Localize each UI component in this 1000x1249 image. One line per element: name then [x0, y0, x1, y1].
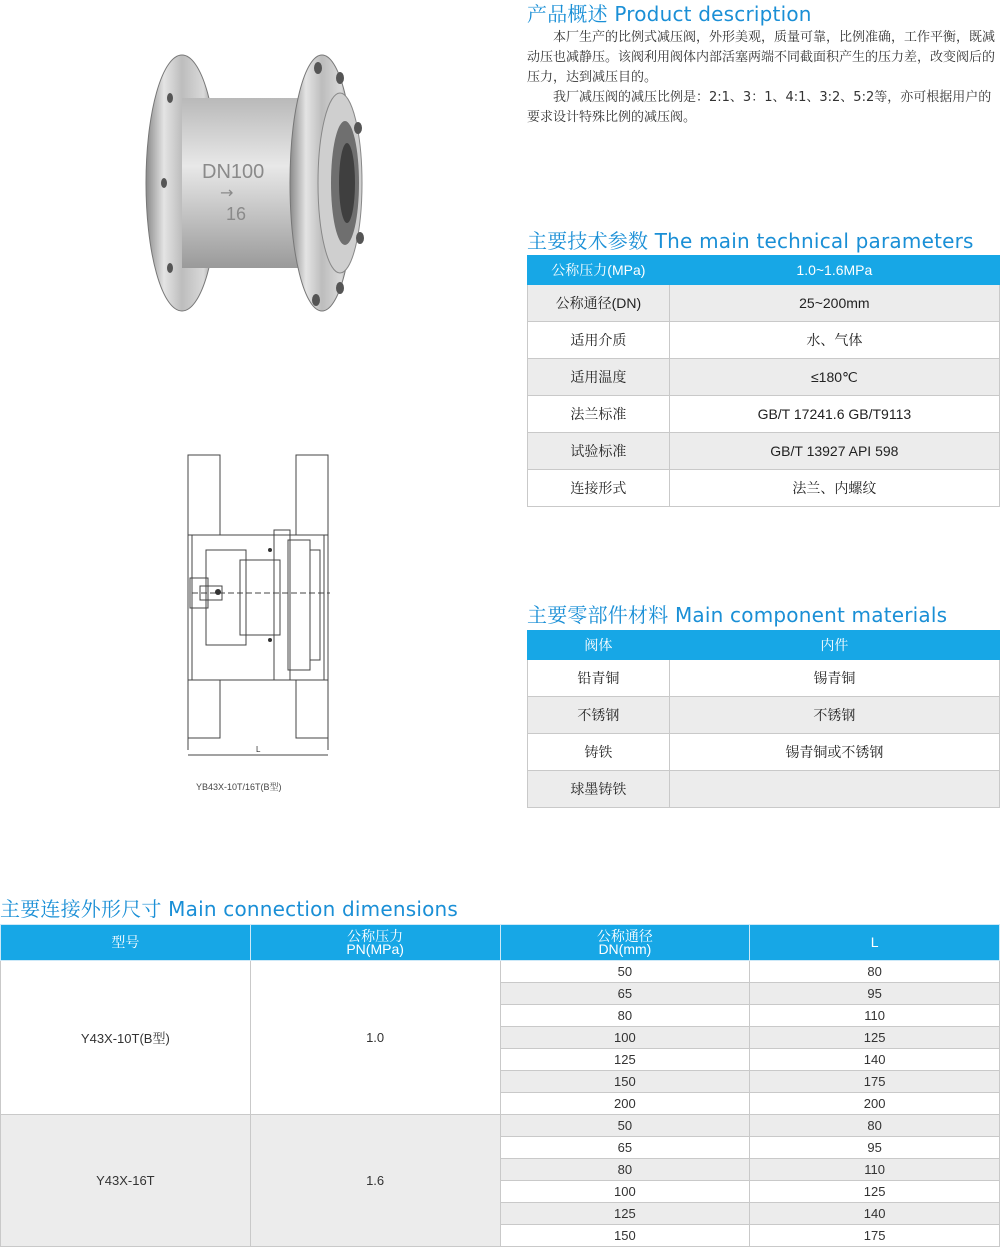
drawing-caption: YB43X-10T/16T(B型) — [196, 782, 282, 792]
tech-label: 法兰标准 — [528, 396, 670, 433]
table-row — [1, 1115, 1000, 1137]
header-model: 型号 — [1, 925, 251, 961]
table-row — [528, 697, 1000, 734]
header-pn — [250, 925, 500, 961]
material-body: 球墨铸铁 — [528, 771, 670, 808]
pn-cell: 1.0 — [250, 961, 500, 1115]
model-cell: Y43X-10T(B型) — [1, 961, 251, 1115]
table-row — [528, 396, 1000, 433]
l-cell: 95 — [750, 983, 1000, 1005]
table-row — [528, 256, 1000, 285]
tech-value: 水、气体 — [669, 322, 999, 359]
tech-value: 25~200mm — [669, 285, 999, 322]
table-row — [528, 660, 1000, 697]
dimensions-title: 主要连接外形尺寸 Main connection dimensions — [0, 897, 459, 921]
materials-table — [527, 630, 1000, 808]
photo-marking-pressure: 16 — [226, 204, 247, 224]
header-dn-line2: DN(mm) — [598, 940, 652, 957]
table-row — [528, 285, 1000, 322]
header-pn-line1: 公称压力 — [347, 927, 404, 944]
valve-photo — [140, 38, 390, 328]
dn-cell: 50 — [500, 961, 750, 983]
l-cell: 200 — [750, 1093, 1000, 1115]
photo-marking-size: DN100 — [202, 161, 265, 183]
material-internals: 锡青铜或不锈钢 — [669, 734, 999, 771]
table-row — [528, 771, 1000, 808]
materials-header-internals: 内件 — [669, 631, 999, 660]
dn-cell: 50 — [500, 1115, 750, 1137]
tech-value: 法兰、内螺纹 — [669, 470, 999, 507]
table-row — [528, 322, 1000, 359]
tech-label: 公称压力(MPa) — [528, 256, 670, 285]
dn-cell: 65 — [500, 1137, 750, 1159]
valve-drawing — [170, 450, 350, 770]
table-header-row — [1, 925, 1000, 961]
tech-label: 连接形式 — [528, 470, 670, 507]
tech-label: 试验标准 — [528, 433, 670, 470]
tech-value: GB/T 17241.6 GB/T9113 — [669, 396, 999, 433]
header-dn — [500, 925, 750, 961]
l-cell: 80 — [750, 961, 1000, 983]
l-cell: 140 — [750, 1049, 1000, 1071]
dn-cell: 125 — [500, 1203, 750, 1225]
dn-cell: 100 — [500, 1027, 750, 1049]
material-body: 铸铁 — [528, 734, 670, 771]
l-cell: 110 — [750, 1159, 1000, 1181]
photo-marking-arrow: → — [220, 183, 234, 202]
tech-value: ≤180℃ — [669, 359, 999, 396]
l-cell: 175 — [750, 1071, 1000, 1093]
header-l: L — [750, 925, 1000, 961]
tech-table — [527, 255, 1000, 507]
dn-cell: 80 — [500, 1159, 750, 1181]
l-cell: 140 — [750, 1203, 1000, 1225]
dn-cell: 80 — [500, 1005, 750, 1027]
dn-cell: 150 — [500, 1225, 750, 1247]
header-dn-line1: 公称通径 — [596, 927, 653, 944]
drawing-dimension-label: L — [256, 745, 261, 754]
material-body: 铅青铜 — [528, 660, 670, 697]
pn-cell: 1.6 — [250, 1115, 500, 1247]
materials-header-body: 阀体 — [528, 631, 670, 660]
tech-value: GB/T 13927 API 598 — [669, 433, 999, 470]
tech-label: 适用介质 — [528, 322, 670, 359]
model-cell: Y43X-16T — [1, 1115, 251, 1247]
dn-cell: 100 — [500, 1181, 750, 1203]
l-cell: 125 — [750, 1027, 1000, 1049]
table-row — [1, 961, 1000, 983]
table-row — [528, 734, 1000, 771]
table-row — [528, 470, 1000, 507]
description-title: 产品概述 Product description — [527, 2, 812, 26]
dn-cell: 150 — [500, 1071, 750, 1093]
table-row — [528, 433, 1000, 470]
description-paragraph: 本厂生产的比例式减压阀，外形美观，质量可靠，比例准确，工作平衡，既减动压也减静压。该阀利用阀体内部活塞两端不同截面积产生的压力差，改变阀后的压力，达到减压目的。 — [527, 30, 996, 85]
dn-cell: 200 — [500, 1093, 750, 1115]
tech-label: 公称通径(DN) — [528, 285, 670, 322]
dn-cell: 65 — [500, 983, 750, 1005]
header-pn-line2: PN(MPa) — [346, 940, 404, 957]
material-internals: 不锈钢 — [669, 697, 999, 734]
material-internals — [669, 771, 999, 808]
material-body: 不锈钢 — [528, 697, 670, 734]
l-cell: 95 — [750, 1137, 1000, 1159]
l-cell: 125 — [750, 1181, 1000, 1203]
tech-label: 适用温度 — [528, 359, 670, 396]
description-body — [527, 28, 1000, 128]
materials-title: 主要零部件材料 Main component materials — [527, 603, 948, 627]
material-internals: 锡青铜 — [669, 660, 999, 697]
l-cell: 80 — [750, 1115, 1000, 1137]
dn-cell: 125 — [500, 1049, 750, 1071]
l-cell: 175 — [750, 1225, 1000, 1247]
l-cell: 110 — [750, 1005, 1000, 1027]
tech-title: 主要技术参数 The main technical parameters — [527, 229, 974, 253]
description-paragraph: 我厂减压阀的减压比例是：2:1、3：1、4:1、3:2、5:2等，亦可根据用户的要求设计特殊比例的减压阀。 — [527, 90, 992, 125]
dimensions-table — [0, 924, 1000, 1247]
table-header-row — [528, 631, 1000, 660]
tech-value: 1.0~1.6MPa — [669, 256, 999, 285]
table-row — [528, 359, 1000, 396]
